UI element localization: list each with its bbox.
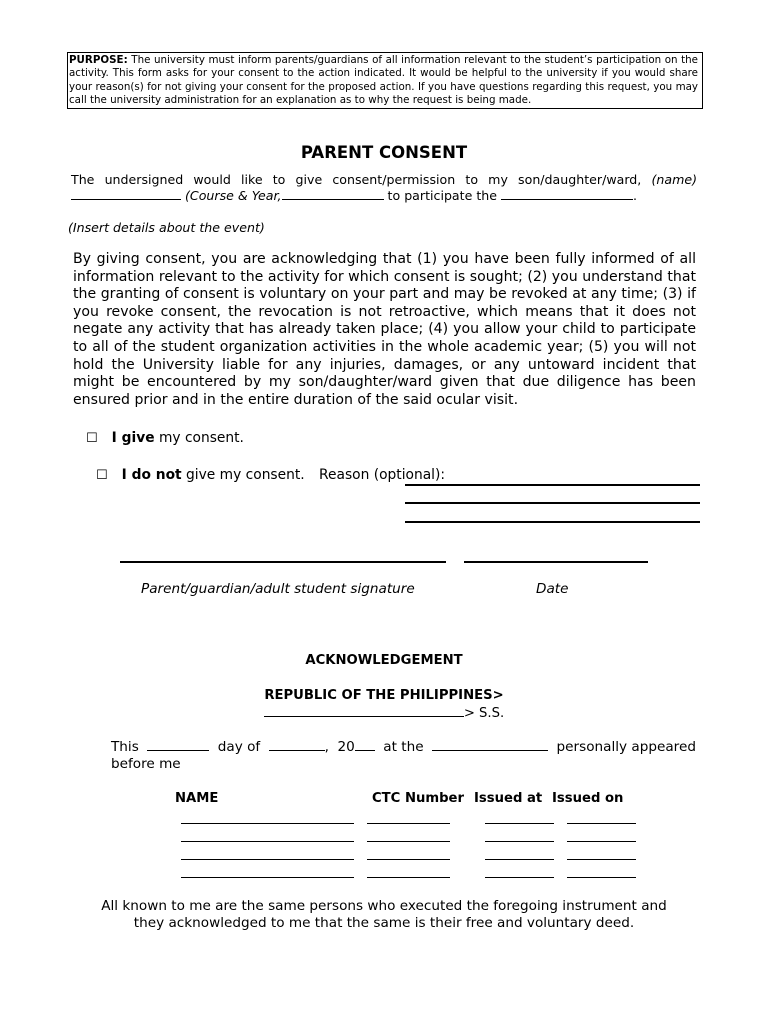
known-statement xyxy=(0,898,768,932)
insert-details-hint: (Insert details about the event) xyxy=(68,220,265,235)
intro-line-2 xyxy=(71,188,697,203)
table-blank-line[interactable] xyxy=(181,877,354,878)
event-blank[interactable] xyxy=(501,188,633,200)
day-of-word: day of xyxy=(217,739,261,755)
page-title: PARENT CONSENT xyxy=(300,143,468,162)
day-blank[interactable] xyxy=(147,739,209,751)
option-give-consent[interactable] xyxy=(86,430,244,446)
terms-part-3: you will not hold the University liable for any injuries, damages, or any untoward incident that might be encountered by my son/daughter/ward given that due diligence has been ensured prior and in the entire duration of the said ocular visit. xyxy=(73,338,696,408)
table-blank-line[interactable] xyxy=(567,877,636,878)
date-line[interactable] xyxy=(464,561,648,563)
option-decline-consent[interactable] xyxy=(96,467,445,483)
republic-line: REPUBLIC OF THE PHILIPPINES> xyxy=(264,688,504,703)
option-give-rest: my consent. xyxy=(154,430,244,446)
course-year-hint: (Course & Year, xyxy=(185,188,282,203)
place-blank[interactable] xyxy=(432,739,548,751)
ss-line xyxy=(0,705,768,721)
venue-blank[interactable] xyxy=(264,705,464,717)
table-blank-line[interactable] xyxy=(485,859,554,860)
terms-part-2: (4) you allow your child to participate to all of the student organization activities in the whole academic year; (5) xyxy=(73,321,696,355)
table-blank-line[interactable] xyxy=(567,841,636,842)
ss-text: > S.S. xyxy=(463,706,505,721)
acknowledgement-heading: ACKNOWLEDGEMENT xyxy=(305,653,463,668)
this-word: This xyxy=(111,739,139,755)
participate-text: to participate the xyxy=(387,188,498,203)
table-blank-line[interactable] xyxy=(367,841,450,842)
personally-appeared: personally appeared xyxy=(556,739,696,755)
name-hint: (name) xyxy=(651,172,697,187)
table-blank-line[interactable] xyxy=(367,823,450,824)
col-ctc-header: CTC Number xyxy=(372,791,464,806)
reason-label: Reason (optional): xyxy=(319,467,446,483)
purpose-text: The university must inform parents/guardians of all information relevant to the student’s participation on the activity. This form asks for your consent to the action indicated. It would be helpful to the university if you would share your reason(s) for not giving your consent for the proposed action. If you have questions regarding this request, you may call the university administration for an explanation as to why the request is being made. xyxy=(69,54,698,106)
table-blank-line[interactable] xyxy=(485,877,554,878)
table-blank-line[interactable] xyxy=(367,859,450,860)
signature-line[interactable] xyxy=(120,561,446,563)
checkbox-icon[interactable]: ☐ xyxy=(96,468,108,483)
table-blank-line[interactable] xyxy=(567,823,636,824)
option-not-bold: I do not xyxy=(121,467,182,483)
col-issued-on-header: Issued on xyxy=(552,791,624,806)
appearance-statement: This day of , 20 at the personally appeared before me xyxy=(111,739,696,772)
reason-line-2[interactable] xyxy=(405,502,700,504)
intro-line-1 xyxy=(71,172,697,187)
year-blank[interactable] xyxy=(355,739,375,751)
date-label: Date xyxy=(536,581,569,597)
known-line-1: All known to me are the same persons who executed the foregoing instrument and xyxy=(101,898,667,914)
known-line-2: they acknowledged to me that the same is their free and voluntary deed. xyxy=(133,915,635,931)
purpose-label: PURPOSE: xyxy=(69,54,128,66)
reason-line-3[interactable] xyxy=(405,521,700,523)
option-give-bold: I give xyxy=(111,430,155,446)
option-not-rest: give my consent. xyxy=(181,467,305,483)
table-blank-line[interactable] xyxy=(181,823,354,824)
intro-end-punct: . xyxy=(633,188,638,203)
year-prefix: 20 xyxy=(337,739,355,755)
purpose-box xyxy=(67,52,703,109)
table-blank-line[interactable] xyxy=(181,859,354,860)
table-blank-line[interactable] xyxy=(367,877,450,878)
month-blank[interactable] xyxy=(269,739,325,751)
intro-text: The undersigned would like to give consent/permission to my son/daughter/ward, xyxy=(71,172,642,187)
table-blank-line[interactable] xyxy=(181,841,354,842)
checkbox-icon[interactable]: ☐ xyxy=(86,431,98,446)
table-blank-line[interactable] xyxy=(485,823,554,824)
signature-label: Parent/guardian/adult student signature xyxy=(141,581,415,597)
before-me: before me xyxy=(111,756,181,772)
course-year-blank[interactable] xyxy=(282,188,384,200)
terms-part-1: By giving consent, you are acknowledging that (1) you have been fully informed of all information relevant to the activity for which consent is sought; (2) you understand that the granting of consent is voluntary on your part and may be revoked at any time; (3) if you revoke consent, the revocation is not retroactive, which means that it does not negate any activity that has already taken place; xyxy=(73,251,696,338)
table-blank-line[interactable] xyxy=(567,859,636,860)
reason-line-1[interactable] xyxy=(405,484,700,486)
name-blank[interactable] xyxy=(71,188,181,200)
col-issued-at-header: Issued at xyxy=(474,791,543,806)
table-blank-line[interactable] xyxy=(485,841,554,842)
col-name-header: NAME xyxy=(175,791,219,806)
at-the-word: at the xyxy=(383,739,424,755)
consent-terms-paragraph xyxy=(73,251,696,409)
